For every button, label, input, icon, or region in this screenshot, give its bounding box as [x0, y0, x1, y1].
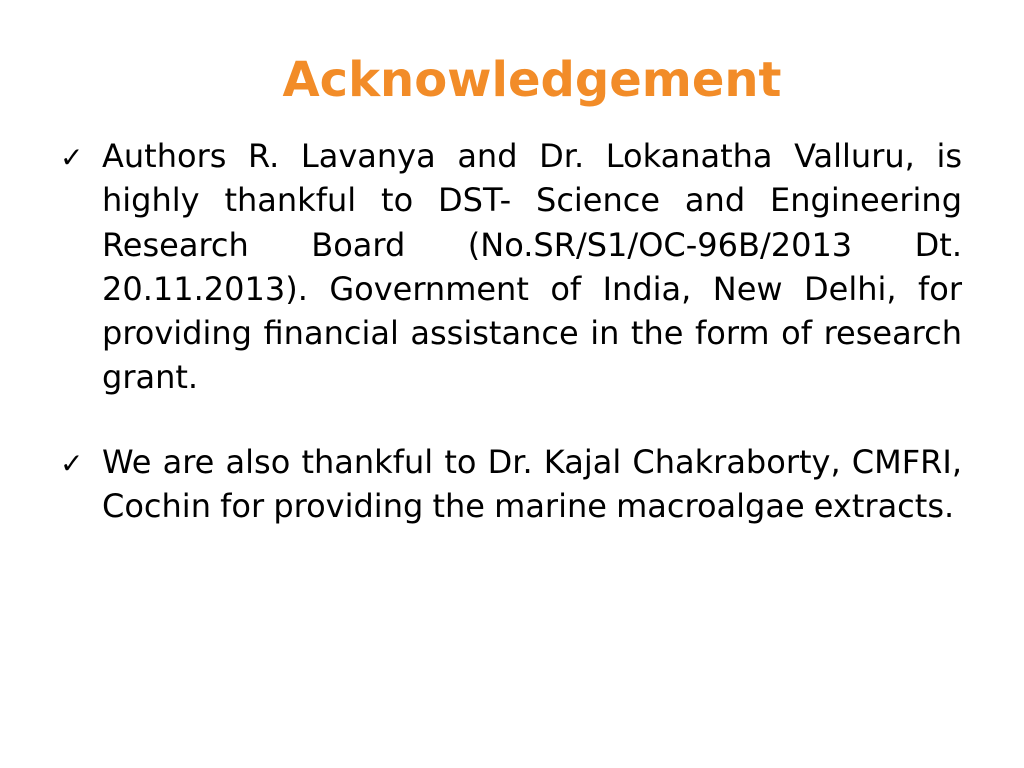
bullet-item-funding: [60, 134, 962, 400]
bullet-item-extracts: [60, 440, 962, 529]
slide-title: Acknowledgement: [282, 52, 782, 108]
checkmark-icon: ✓: [60, 446, 84, 480]
bullet-text: Authors R. Lavanya and Dr. Lokanatha Valluru, is highly thankful to DST- Science and Engineering Research Board (No.SR/S1/OC-96B/2013 Dt. 20.11.2013). Government of India, New Delhi, for providing financial assistance in the form of research grant.: [102, 137, 962, 397]
checkmark-icon: ✓: [60, 141, 84, 174]
bullet-list: [60, 134, 962, 528]
bullet-text: We are also thankful to Dr. Kajal Chakraborty, CMFRI, Cochin for providing the marine macroalgae extracts.: [102, 442, 962, 526]
